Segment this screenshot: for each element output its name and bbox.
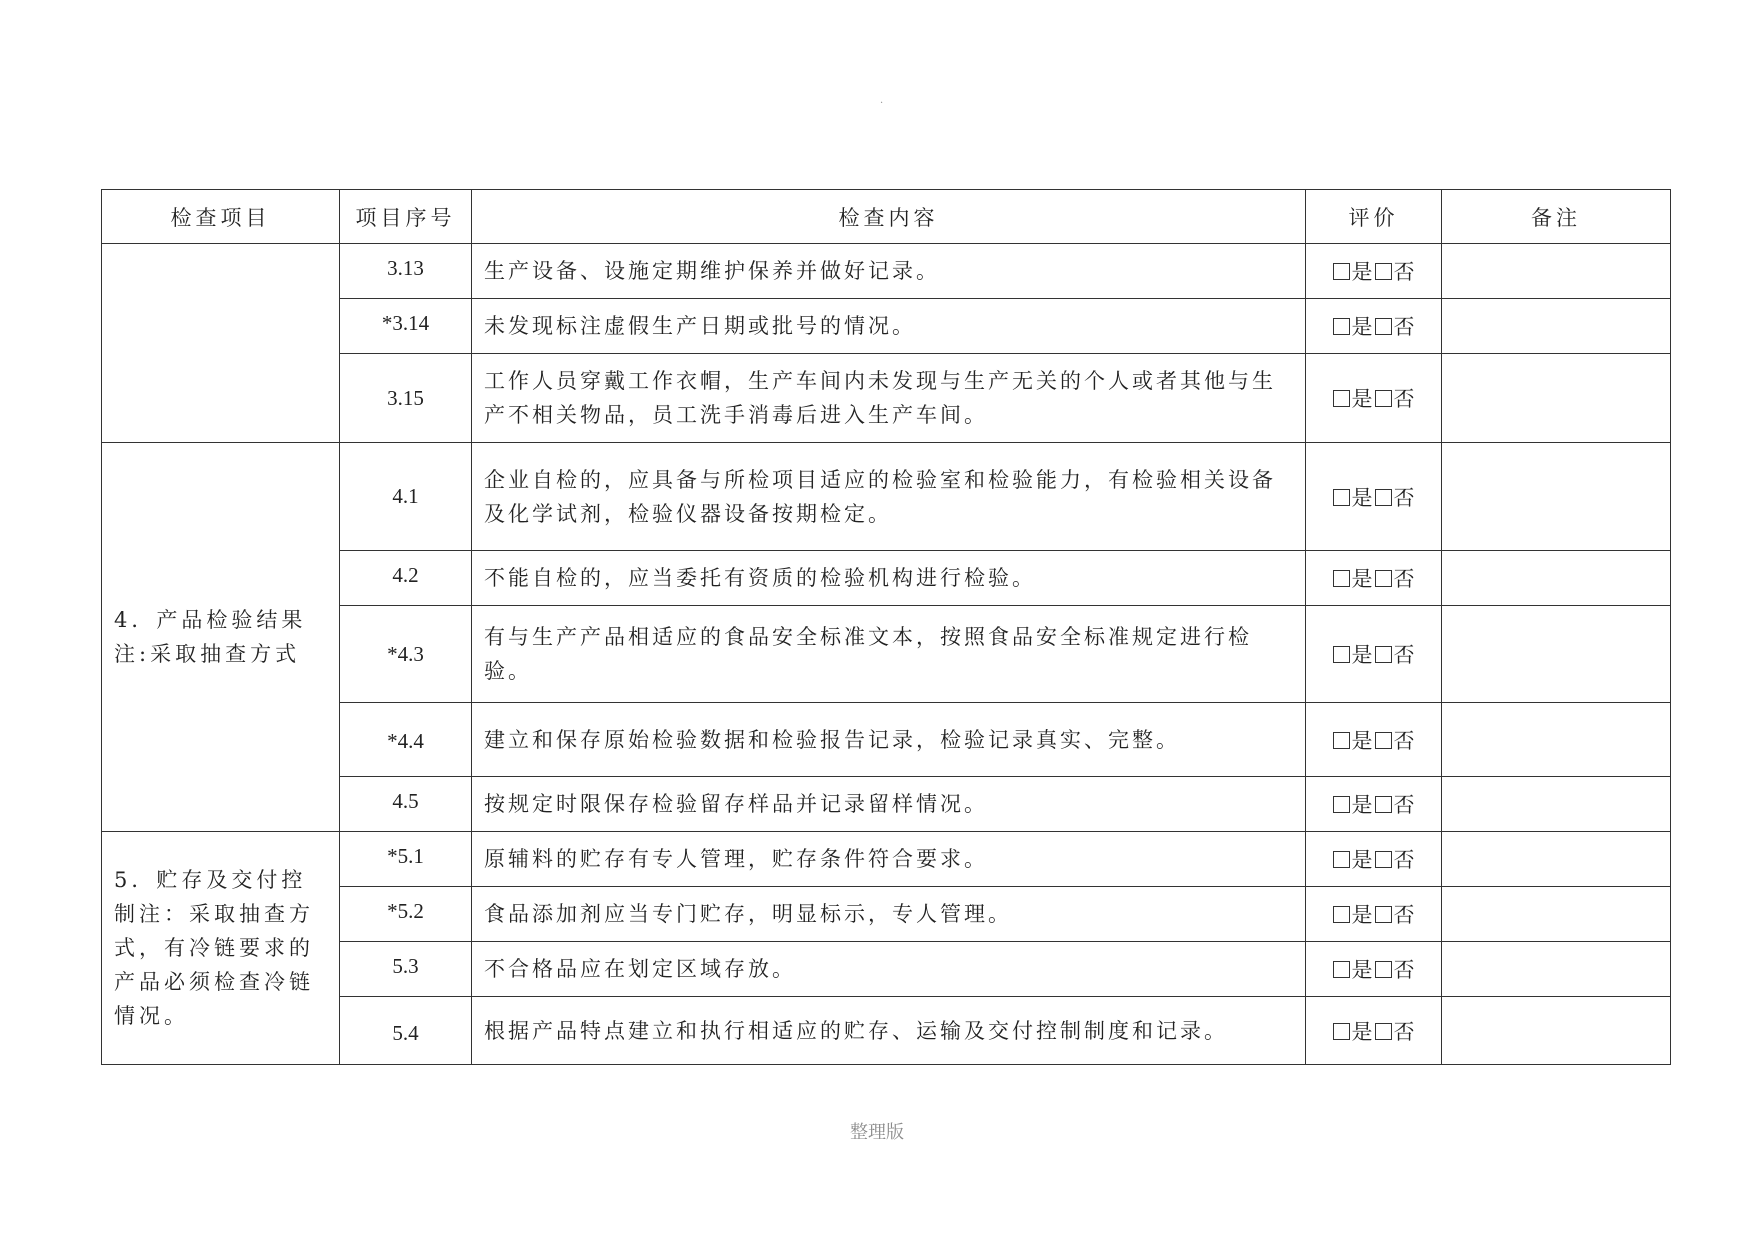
table-row xyxy=(102,244,1671,299)
yes-checkbox[interactable] xyxy=(1333,646,1350,663)
no-checkbox[interactable] xyxy=(1375,263,1392,280)
yes-checkbox[interactable] xyxy=(1333,390,1350,407)
no-checkbox[interactable] xyxy=(1375,732,1392,749)
no-checkbox[interactable] xyxy=(1375,851,1392,868)
remarks-cell[interactable] xyxy=(1442,777,1671,832)
no-label: 否 xyxy=(1393,643,1415,667)
item-no: *4.3 xyxy=(340,606,472,703)
evaluation-cell xyxy=(1306,832,1442,887)
no-label: 否 xyxy=(1393,848,1415,872)
item-content: 食品添加剂应当专门贮存，明显标示，专人管理。 xyxy=(472,887,1306,942)
evaluation-cell xyxy=(1306,299,1442,354)
yes-label: 是 xyxy=(1351,485,1373,510)
no-checkbox[interactable] xyxy=(1375,961,1392,978)
yes-checkbox[interactable] xyxy=(1333,263,1350,280)
item-content: 建立和保存原始检验数据和检验报告记录，检验记录真实、完整。 xyxy=(472,703,1306,777)
item-no: 3.15 xyxy=(340,354,472,443)
remarks-cell[interactable] xyxy=(1442,887,1671,942)
remarks-cell[interactable] xyxy=(1442,606,1671,703)
yes-label: 是 xyxy=(1351,729,1373,753)
item-no: *5.2 xyxy=(340,887,472,942)
no-label: 否 xyxy=(1393,729,1415,753)
group-cell-4: 4．产品检验结果注:采取抽查方式 xyxy=(102,443,340,832)
item-content: 不能自检的，应当委托有资质的检验机构进行检验。 xyxy=(472,551,1306,606)
table-row xyxy=(102,832,1671,887)
item-content: 原辅料的贮存有专人管理，贮存条件符合要求。 xyxy=(472,832,1306,887)
item-no: *5.1 xyxy=(340,832,472,887)
yes-checkbox[interactable] xyxy=(1333,1023,1350,1040)
remarks-cell[interactable] xyxy=(1442,354,1671,443)
item-content: 未发现标注虚假生产日期或批号的情况。 xyxy=(472,299,1306,354)
remarks-cell[interactable] xyxy=(1442,244,1671,299)
remarks-cell[interactable] xyxy=(1442,551,1671,606)
no-checkbox[interactable] xyxy=(1375,489,1392,506)
yes-label: 是 xyxy=(1351,848,1373,872)
item-no: *3.14 xyxy=(340,299,472,354)
no-checkbox[interactable] xyxy=(1375,796,1392,813)
inspection-table xyxy=(101,189,1671,1065)
no-label: 否 xyxy=(1393,1019,1415,1044)
no-label: 否 xyxy=(1393,958,1415,982)
item-content: 企业自检的，应具备与所检项目适应的检验室和检验能力，有检验相关设备及化学试剂，检验仪器设备按期检定。 xyxy=(472,443,1306,551)
no-label: 否 xyxy=(1393,793,1415,817)
yes-checkbox[interactable] xyxy=(1333,961,1350,978)
no-checkbox[interactable] xyxy=(1375,646,1392,663)
yes-checkbox[interactable] xyxy=(1333,732,1350,749)
evaluation-cell xyxy=(1306,244,1442,299)
yes-label: 是 xyxy=(1351,315,1373,339)
evaluation-cell xyxy=(1306,354,1442,443)
item-content: 有与生产产品相适应的食品安全标准文本，按照食品安全标准规定进行检验。 xyxy=(472,606,1306,703)
yes-label: 是 xyxy=(1351,260,1373,284)
footer-label: 整理版 xyxy=(850,1122,904,1143)
remarks-cell[interactable] xyxy=(1442,299,1671,354)
remarks-cell[interactable] xyxy=(1442,443,1671,551)
yes-checkbox[interactable] xyxy=(1333,570,1350,587)
yes-checkbox[interactable] xyxy=(1333,851,1350,868)
header-remarks: 备注 xyxy=(1442,190,1671,244)
yes-label: 是 xyxy=(1351,387,1373,411)
item-no: 3.13 xyxy=(340,244,472,299)
remarks-cell[interactable] xyxy=(1442,832,1671,887)
yes-checkbox[interactable] xyxy=(1333,796,1350,813)
no-label: 否 xyxy=(1393,485,1415,510)
yes-checkbox[interactable] xyxy=(1333,906,1350,923)
page-top-dot: · xyxy=(880,98,884,109)
no-checkbox[interactable] xyxy=(1375,570,1392,587)
header-item-no: 项目序号 xyxy=(340,190,472,244)
evaluation-cell xyxy=(1306,606,1442,703)
item-no: *4.4 xyxy=(340,703,472,777)
yes-label: 是 xyxy=(1351,958,1373,982)
yes-checkbox[interactable] xyxy=(1333,318,1350,335)
no-checkbox[interactable] xyxy=(1375,318,1392,335)
evaluation-cell xyxy=(1306,777,1442,832)
group-cell-5: 5．贮存及交付控制注：采取抽查方式，有冷链要求的产品必须检查冷链情况。 xyxy=(102,832,340,1065)
table-row xyxy=(102,443,1671,551)
header-category: 检查项目 xyxy=(102,190,340,244)
evaluation-cell xyxy=(1306,887,1442,942)
item-no: 4.5 xyxy=(340,777,472,832)
yes-label: 是 xyxy=(1351,1019,1373,1044)
evaluation-cell xyxy=(1306,942,1442,997)
item-content: 不合格品应在划定区域存放。 xyxy=(472,942,1306,997)
item-no: 5.4 xyxy=(340,997,472,1065)
yes-label: 是 xyxy=(1351,567,1373,591)
yes-label: 是 xyxy=(1351,793,1373,817)
remarks-cell[interactable] xyxy=(1442,942,1671,997)
no-label: 否 xyxy=(1393,903,1415,927)
item-content: 生产设备、设施定期维护保养并做好记录。 xyxy=(472,244,1306,299)
evaluation-cell xyxy=(1306,703,1442,777)
header-evaluation: 评价 xyxy=(1306,190,1442,244)
remarks-cell[interactable] xyxy=(1442,703,1671,777)
item-no: 5.3 xyxy=(340,942,472,997)
item-content: 按规定时限保存检验留存样品并记录留样情况。 xyxy=(472,777,1306,832)
evaluation-cell xyxy=(1306,443,1442,551)
no-label: 否 xyxy=(1393,315,1415,339)
item-no: 4.2 xyxy=(340,551,472,606)
item-content: 根据产品特点建立和执行相适应的贮存、运输及交付控制制度和记录。 xyxy=(472,997,1306,1065)
yes-label: 是 xyxy=(1351,903,1373,927)
remarks-cell[interactable] xyxy=(1442,997,1671,1065)
yes-checkbox[interactable] xyxy=(1333,489,1350,506)
no-checkbox[interactable] xyxy=(1375,390,1392,407)
no-label: 否 xyxy=(1393,260,1415,284)
header-content: 检查内容 xyxy=(472,190,1306,244)
no-label: 否 xyxy=(1393,567,1415,591)
evaluation-cell xyxy=(1306,997,1442,1065)
item-content: 工作人员穿戴工作衣帽，生产车间内未发现与生产无关的个人或者其他与生产不相关物品，员工洗手消毒后进入生产车间。 xyxy=(472,354,1306,443)
item-no: 4.1 xyxy=(340,443,472,551)
no-label: 否 xyxy=(1393,387,1415,411)
group-cell-3 xyxy=(102,244,340,443)
no-checkbox[interactable] xyxy=(1375,1023,1392,1040)
table-header-row xyxy=(102,190,1671,244)
yes-label: 是 xyxy=(1351,643,1373,667)
no-checkbox[interactable] xyxy=(1375,906,1392,923)
evaluation-cell xyxy=(1306,551,1442,606)
